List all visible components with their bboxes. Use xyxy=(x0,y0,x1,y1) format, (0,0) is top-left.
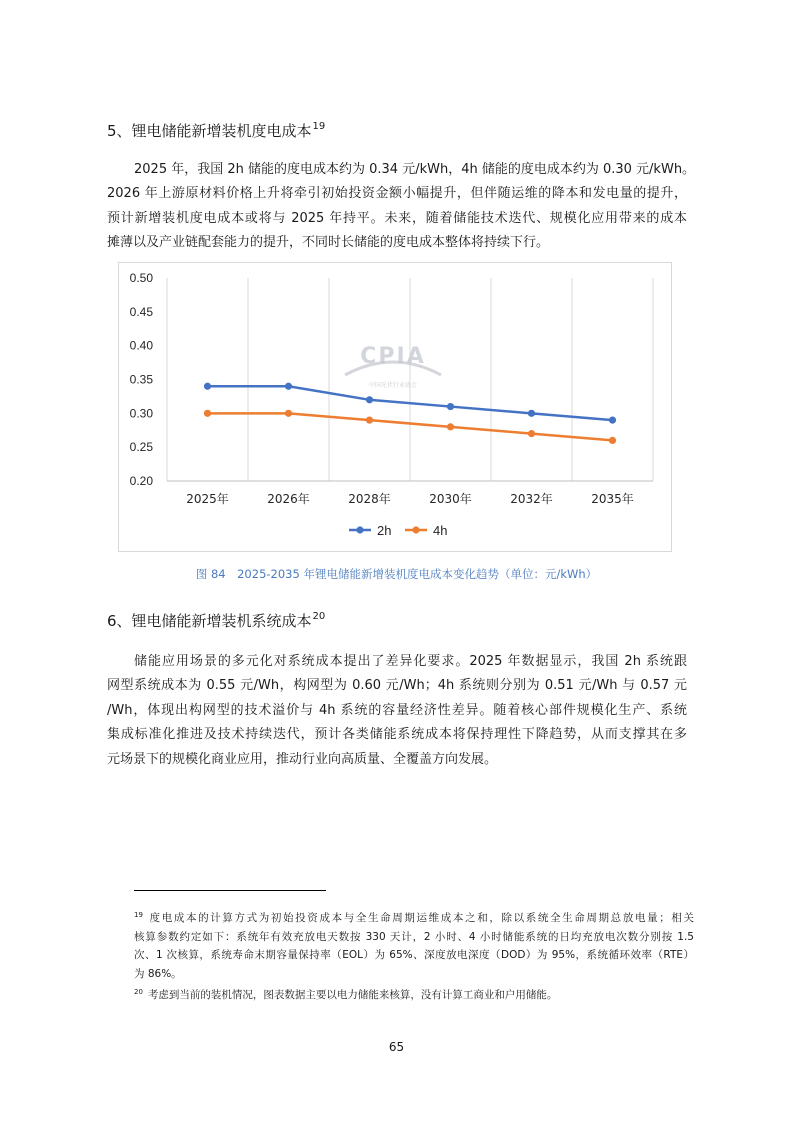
paragraph-line: 2026 年上游原材料价格上升将牵引初始投资金额小幅提升，但伴随运维的降本和发电量的提升， xyxy=(107,186,687,202)
y-tick-label: 0.40 xyxy=(129,338,153,353)
section-5-title: 5、锂电储能新增装机度电成本 xyxy=(107,122,312,140)
footnote-20 xyxy=(134,986,694,1005)
line-chart xyxy=(119,263,671,551)
y-tick-label: 0.45 xyxy=(129,304,153,319)
data-point-4h xyxy=(609,437,616,444)
paragraph-line: 网型系统成本为 0.55 元/Wh，构网型为 0.60 元/Wh；4h 系统则分别为 0.51 元/Wh 与 0.57 元 xyxy=(107,678,687,694)
footnote-line xyxy=(134,986,694,1005)
data-point-2h xyxy=(285,383,292,390)
data-point-2h xyxy=(528,410,535,417)
x-tick-label: 2032年 xyxy=(510,492,553,506)
footnote-number: 19 xyxy=(134,911,143,919)
data-point-4h xyxy=(447,423,454,430)
watermark-logo-text: CPIA xyxy=(360,344,426,369)
data-point-4h xyxy=(285,410,292,417)
footnote-text: 度电成本的计算方式为初始投资成本与全生命周期运维成本之和，除以系统全生命周期总放电量；相关 xyxy=(147,912,694,924)
legend-marker-4h xyxy=(412,526,419,533)
paragraph-line: 集成标准化推进及技术持续迭代，预计各类储能系统成本将保持理性下降趋势，从而支撑其在多 xyxy=(107,727,687,743)
section-6-paragraph xyxy=(107,650,687,772)
legend-marker-2h xyxy=(356,526,363,533)
footnote-line xyxy=(134,909,694,928)
data-point-2h xyxy=(447,403,454,410)
section-5-heading xyxy=(107,121,325,144)
x-tick-label: 2028年 xyxy=(348,492,391,506)
y-tick-label: 0.20 xyxy=(129,474,153,488)
data-point-2h xyxy=(366,396,373,403)
footnote-number: 20 xyxy=(134,988,143,996)
paragraph-line: 2025 年，我国 2h 储能的度电成本约为 0.34 元/kWh，4h 储能的度电成本约为 0.30 元/kWh。 xyxy=(134,162,696,177)
section-6-title: 6、锂电储能新增装机系统成本 xyxy=(107,612,312,630)
watermark-org-text: 中国光伏行业协会 xyxy=(368,382,418,389)
footnote-line: 次、1 次核算，系统寿命末期容量保持率（EOL）为 65%、深度放电深度（DOD）为 95%，系统循环效率（RTE） xyxy=(134,949,694,961)
cost-trend-chart xyxy=(118,262,672,552)
paragraph-line: 储能应用场景的多元化对系统成本提出了差异化要求。2025 年数据显示，我国 2h 系统跟 xyxy=(134,654,687,669)
y-tick-label: 0.25 xyxy=(129,440,153,455)
data-point-4h xyxy=(204,410,211,417)
section-5-paragraph xyxy=(107,158,696,256)
figure-caption: 图 84 2025-2035 年锂电储能新增装机度电成本变化趋势（单位：元/kWh） xyxy=(195,567,598,581)
footnote-text: 考虑到当前的装机情况，图表数据主要以电力储能来核算，没有计算工商业和户用储能。 xyxy=(147,989,558,1001)
footnote-separator xyxy=(134,890,326,891)
section-6-heading xyxy=(107,611,325,634)
footnote-line: 核算参数约定如下：系统年有效充放电天数按 330 天计，2 小时、4 小时储能系统的日均充放电次数分别按 1.5 xyxy=(134,930,694,943)
x-tick-label: 2030年 xyxy=(429,492,472,506)
y-tick-label: 0.30 xyxy=(129,406,153,421)
paragraph-line: 元场景下的规模化商业应用，推动行业向高质量、全覆盖方向发展。 xyxy=(107,751,498,767)
footnote-ref-19[interactable]: 19 xyxy=(312,121,326,132)
paragraph-line: /Wh，体现出构网型的技术溢价与 4h 系统的容量经济性差异。随着核心部件规模化生产、系统 xyxy=(107,702,687,718)
y-tick-label: 0.35 xyxy=(129,372,153,387)
legend-label-2h: 2h xyxy=(377,523,392,538)
data-point-4h xyxy=(528,430,535,437)
x-tick-label: 2035年 xyxy=(591,492,634,506)
footnote-19 xyxy=(134,909,694,983)
data-point-2h xyxy=(204,383,211,390)
x-tick-label: 2026年 xyxy=(267,492,310,506)
data-point-2h xyxy=(609,417,616,424)
y-tick-label: 0.50 xyxy=(129,271,153,285)
legend-label-4h: 4h xyxy=(433,523,448,538)
data-point-4h xyxy=(366,417,373,424)
footnote-ref-20[interactable]: 20 xyxy=(312,611,326,622)
paragraph-line: 摊薄以及产业链配套能力的提升，不同时长储能的度电成本整体将持续下行。 xyxy=(107,235,550,251)
page-number: 65 xyxy=(388,1040,405,1054)
paragraph-line: 预计新增装机度电成本或将与 2025 年持平。未来，随着储能技术迭代、规模化应用带来的成本 xyxy=(107,210,687,226)
x-tick-label: 2025年 xyxy=(186,492,229,506)
footnote-line: 为 86%。 xyxy=(134,967,182,980)
